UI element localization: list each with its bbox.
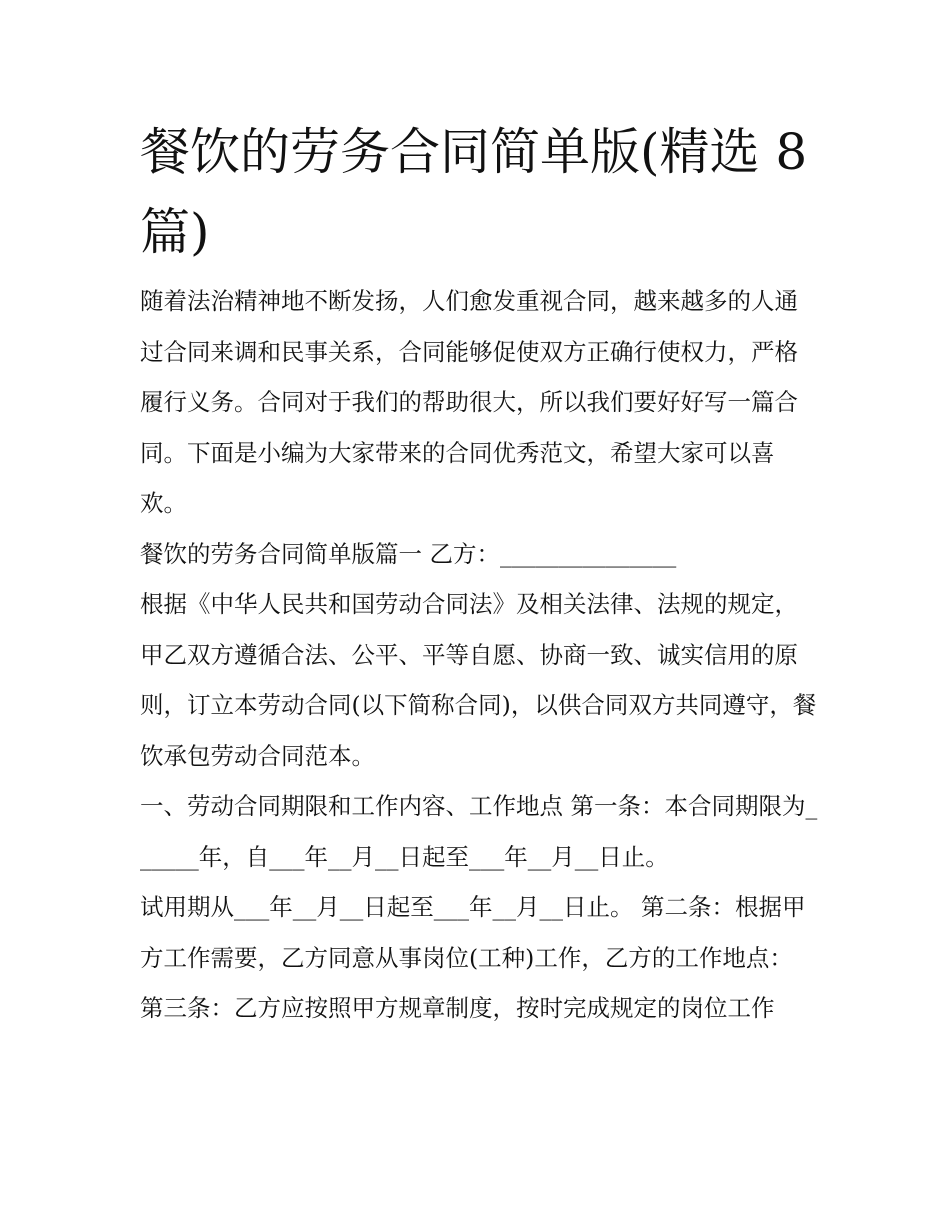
paragraph-section-heading: 餐饮的劳务合同简单版篇一 乙方：_______________ [140, 539, 677, 568]
paragraph-legal-basis: 根据《中华人民共和国劳动合同法》及相关法律、法规的规定，甲乙双方遵循合法、公平、平等自愿、协商一致、诚实信用的原则，订立本劳动合同(以下简称合同)，以供合同双方共同遵守，餐饮承包劳动合同范本。 [140, 590, 817, 770]
paragraph-probation: 试用期从___年__月__日起至___年__月__日止。 第二条：根据甲方工作需要，乙方同意从事岗位(工种)工作，乙方的工作地点： [140, 893, 806, 972]
paragraph-intro: 随着法治精神地不断发扬，人们愈发重视合同，越来越多的人通过合同来调和民事关系，合同能够促使双方正确行使权力，严格履行义务。合同对于我们的帮助很大，所以我们要好好写一篇合同。下面是小编为大家带来的合同优秀范文，希望大家可以喜欢。 [140, 287, 798, 517]
paragraph-contract-term: 一、劳动合同期限和工作内容、工作地点 第一条：本合同期限为______年，自___年__月__日起至___年__月__日止。 [140, 792, 818, 871]
paragraph-article-three: 第三条：乙方应按照甲方规章制度，按时完成规定的岗位工作 [140, 994, 775, 1022]
document-title: 餐饮的劳务合同简单版(精选 8 篇) [140, 123, 808, 261]
document-body [140, 276, 820, 1034]
